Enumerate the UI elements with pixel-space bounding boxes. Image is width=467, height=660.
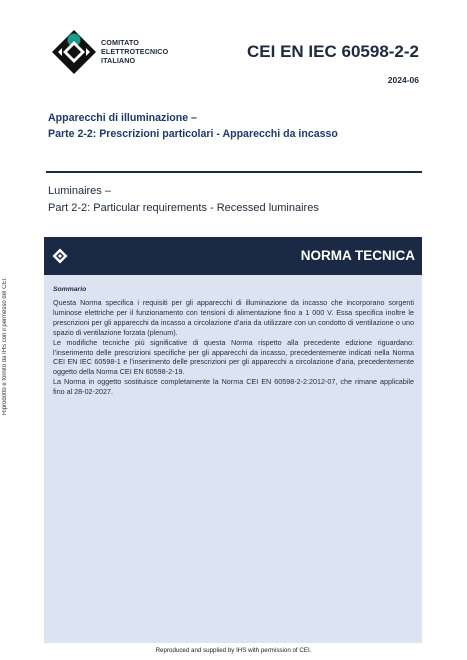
organization-name xyxy=(101,38,168,65)
italian-title xyxy=(48,110,428,142)
summary-heading: Sommario xyxy=(53,286,87,293)
italian-title-line: Apparecchi di illuminazione – xyxy=(48,112,197,124)
side-copyright-note: Riprodotto e fornito da IHS con il permesso del CEI. xyxy=(2,277,8,415)
diamond-emblem-icon xyxy=(52,248,68,264)
summary-paragraph: La Norma in oggetto sostituisce completamente la Norma CEI EN 60598-2-2:2012-07, che rimane applicabile fino al 28-02-2027. xyxy=(53,377,414,397)
summary-box xyxy=(44,275,422,643)
band-title: NORMA TECNICA xyxy=(300,248,415,263)
summary-paragraph: Questa Norma specifica i requisiti per gli apparecchi di illuminazione da incasso che incorporano sorgenti luminose elettriche per il funzionamento con tensioni di alimentazione fino a 1 000 V. Essa specifica inoltre le prescrizioni per gli apparecchi da incasso a circolazione d’aria da utilizzare con un condotto di ventilazione o uno spazio di ventilazione forzata (plenum). xyxy=(53,298,414,337)
org-line: ITALIANO xyxy=(101,56,136,65)
english-title-line: Luminaires – xyxy=(48,185,111,197)
org-line: ELETTROTECNICO xyxy=(101,47,169,56)
org-line: COMITATO xyxy=(101,38,139,47)
summary-body xyxy=(53,298,414,397)
footer-note: Reproduced and supplied by IHS with permission of CEI. xyxy=(155,647,312,654)
english-title xyxy=(48,183,428,217)
divider-rule xyxy=(46,171,422,173)
edition-date: 2024-06 xyxy=(387,75,419,85)
italian-title-line: Parte 2-2: Prescrizioni particolari - Apparecchi da incasso xyxy=(48,128,338,140)
norma-tecnica-band xyxy=(44,237,422,275)
english-title-line: Part 2-2: Particular requirements - Recessed luminaires xyxy=(48,202,319,214)
summary-paragraph: Le modifiche tecniche più significative di questa Norma rispetto alla precedente edizione riguardano: l’inserimento delle prescrizioni specifiche per gli apparecchi da incasso, precedentemente indicati nella Norma CEI EN IEC 60598-1 e l’inserimento delle prescrizioni per gli apparecchi a circolazione d’aria, precedentemente oggetto della Norma CEI EN 60598-2-19. xyxy=(53,337,414,377)
cei-logo-icon xyxy=(50,28,98,76)
standard-code: CEI EN IEC 60598-2-2 xyxy=(247,42,419,61)
